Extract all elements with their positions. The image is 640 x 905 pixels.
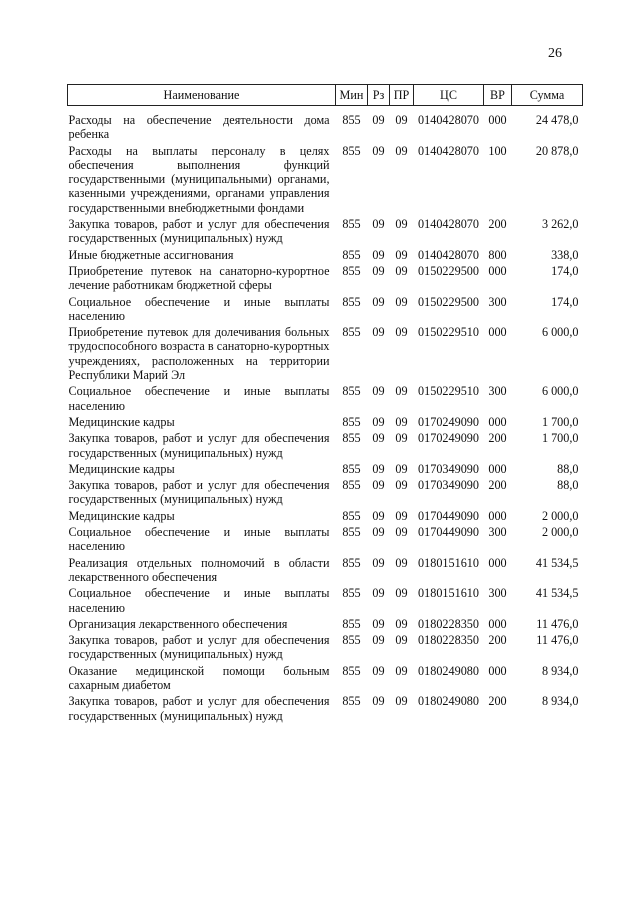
cell-cs: 0140428070 xyxy=(418,143,479,158)
cell-vr: 000 xyxy=(488,508,507,523)
cell-name: Медицинские кадры xyxy=(68,508,175,523)
table-row xyxy=(68,555,583,586)
cell-cs: 0170349090 xyxy=(418,461,479,476)
cell-vr: 300 xyxy=(488,294,507,309)
table-row xyxy=(68,263,583,294)
cell-sum: 2 000,0 xyxy=(541,525,579,540)
cell-vr: 000 xyxy=(488,461,507,476)
table-header-row xyxy=(68,85,583,106)
cell-rz: 09 xyxy=(372,461,385,476)
cell-sum: 24 478,0 xyxy=(535,113,579,127)
cell-min: 855 xyxy=(342,294,361,309)
table-row xyxy=(68,324,583,383)
cell-cs: 0180249080 xyxy=(418,663,479,678)
header-pr: ПР xyxy=(390,85,414,106)
cell-cs: 0150229510 xyxy=(418,325,479,340)
cell-name: Закупка товаров, работ и услуг для обеспечения государственных (муниципальных) нужд xyxy=(68,431,330,460)
header-min: Мин xyxy=(336,85,368,106)
cell-rz: 09 xyxy=(372,113,385,127)
cell-sum: 8 934,0 xyxy=(541,694,579,709)
cell-sum: 174,0 xyxy=(551,294,579,309)
table-row xyxy=(68,294,583,325)
cell-rz: 09 xyxy=(372,508,385,523)
cell-pr: 09 xyxy=(395,694,408,709)
cell-rz: 09 xyxy=(372,263,385,278)
cell-pr: 09 xyxy=(395,414,408,429)
cell-name: Организация лекарственного обеспечения xyxy=(68,616,288,631)
cell-rz: 09 xyxy=(372,586,385,601)
cell-rz: 09 xyxy=(372,414,385,429)
cell-rz: 09 xyxy=(372,555,385,570)
cell-sum: 11 476,0 xyxy=(536,616,579,631)
cell-name: Иные бюджетные ассигнования xyxy=(68,247,234,262)
cell-min: 855 xyxy=(342,478,361,493)
cell-vr: 000 xyxy=(488,663,507,678)
cell-min: 855 xyxy=(342,461,361,476)
cell-sum: 88,0 xyxy=(557,461,579,476)
cell-vr: 100 xyxy=(488,143,507,158)
table-row xyxy=(68,216,583,247)
cell-vr: 200 xyxy=(488,633,507,648)
header-vr: ВР xyxy=(484,85,512,106)
cell-name: Медицинские кадры xyxy=(68,461,175,476)
table-row xyxy=(68,112,583,143)
table-row xyxy=(68,477,583,508)
cell-name: Реализация отдельных полномочий в области лекарственного обеспечения xyxy=(68,555,330,584)
cell-name: Приобретение путевок для долечивания больных трудоспособного возраста в санаторно-курортных учреждениях, расположенных на территории Республики Марий Эл xyxy=(68,325,330,383)
cell-vr: 800 xyxy=(488,247,507,262)
cell-vr: 300 xyxy=(488,384,507,399)
cell-sum: 1 700,0 xyxy=(541,431,579,446)
cell-sum: 41 534,5 xyxy=(535,555,579,570)
cell-min: 855 xyxy=(342,143,361,158)
cell-pr: 09 xyxy=(395,461,408,476)
table-row xyxy=(68,508,583,524)
table-row xyxy=(68,663,583,694)
cell-sum: 174,0 xyxy=(551,263,579,278)
cell-min: 855 xyxy=(342,694,361,709)
cell-vr: 200 xyxy=(488,217,507,232)
cell-min: 855 xyxy=(342,633,361,648)
cell-sum: 1 700,0 xyxy=(541,414,579,429)
cell-sum: 6 000,0 xyxy=(541,384,579,399)
table-row xyxy=(68,247,583,263)
cell-pr: 09 xyxy=(395,633,408,648)
cell-cs: 0170449090 xyxy=(418,508,479,523)
cell-pr: 09 xyxy=(395,525,408,540)
cell-cs: 0140428070 xyxy=(418,217,479,232)
cell-min: 855 xyxy=(342,384,361,399)
cell-min: 855 xyxy=(342,616,361,631)
cell-pr: 09 xyxy=(395,586,408,601)
cell-sum: 41 534,5 xyxy=(535,586,579,601)
cell-vr: 000 xyxy=(488,325,507,340)
cell-pr: 09 xyxy=(395,325,408,340)
header-name: Наименование xyxy=(68,85,336,106)
cell-name: Закупка товаров, работ и услуг для обеспечения государственных (муниципальных) нужд xyxy=(68,478,330,507)
cell-cs: 0170449090 xyxy=(418,525,479,540)
cell-rz: 09 xyxy=(372,694,385,709)
cell-vr: 300 xyxy=(488,525,507,540)
cell-sum: 2 000,0 xyxy=(541,508,579,523)
header-sum: Сумма xyxy=(512,85,583,106)
cell-name: Закупка товаров, работ и услуг для обеспечения государственных (муниципальных) нужд xyxy=(68,217,330,246)
cell-vr: 200 xyxy=(488,694,507,709)
table-row xyxy=(68,143,583,216)
table-row xyxy=(68,632,583,663)
cell-rz: 09 xyxy=(372,616,385,631)
table-row xyxy=(68,414,583,430)
cell-pr: 09 xyxy=(395,431,408,446)
cell-rz: 09 xyxy=(372,633,385,648)
cell-sum: 338,0 xyxy=(551,247,579,262)
cell-min: 855 xyxy=(342,555,361,570)
cell-sum: 88,0 xyxy=(557,478,579,493)
cell-cs: 0180228350 xyxy=(418,633,479,648)
cell-min: 855 xyxy=(342,325,361,340)
cell-min: 855 xyxy=(342,525,361,540)
page-number: 26 xyxy=(548,46,562,61)
cell-vr: 000 xyxy=(488,263,507,278)
cell-cs: 0140428070 xyxy=(418,113,479,127)
cell-name: Социальное обеспечение и иные выплаты населению xyxy=(68,294,330,323)
table-body xyxy=(68,106,583,724)
cell-rz: 09 xyxy=(372,431,385,446)
cell-rz: 09 xyxy=(372,384,385,399)
cell-rz: 09 xyxy=(372,143,385,158)
table-row xyxy=(68,461,583,477)
cell-rz: 09 xyxy=(372,525,385,540)
cell-pr: 09 xyxy=(395,616,408,631)
cell-min: 855 xyxy=(342,263,361,278)
table-row xyxy=(68,616,583,632)
cell-vr: 300 xyxy=(488,586,507,601)
cell-rz: 09 xyxy=(372,294,385,309)
cell-name: Расходы на обеспечение деятельности дома ребенка xyxy=(68,113,330,142)
cell-cs: 0180228350 xyxy=(418,616,479,631)
cell-min: 855 xyxy=(342,113,361,127)
cell-rz: 09 xyxy=(372,478,385,493)
cell-cs: 0180151610 xyxy=(418,586,479,601)
cell-name: Расходы на выплаты персоналу в целях обеспечения выполнения функций государственными (муниципальными) органами, казенными учреждениями, органами управления государственными внебюджетными фондами xyxy=(68,143,330,215)
cell-name: Закупка товаров, работ и услуг для обеспечения государственных (муниципальных) нужд xyxy=(68,633,330,662)
cell-pr: 09 xyxy=(395,263,408,278)
cell-cs: 0170249090 xyxy=(418,431,479,446)
cell-name: Приобретение путевок на санаторно-курортное лечение работникам бюджетной сферы xyxy=(68,263,330,293)
cell-pr: 09 xyxy=(395,113,408,127)
cell-cs: 0180151610 xyxy=(418,555,479,570)
cell-cs: 0170249090 xyxy=(418,414,479,429)
table-row xyxy=(68,524,583,555)
cell-vr: 200 xyxy=(488,478,507,493)
cell-min: 855 xyxy=(342,414,361,429)
cell-rz: 09 xyxy=(372,663,385,678)
cell-cs: 0150229500 xyxy=(418,263,479,278)
header-cs: ЦС xyxy=(414,85,484,106)
cell-min: 855 xyxy=(342,508,361,523)
cell-sum: 3 262,0 xyxy=(541,217,579,232)
cell-rz: 09 xyxy=(372,217,385,232)
table-row xyxy=(68,693,583,724)
table-row xyxy=(68,585,583,616)
cell-sum: 8 934,0 xyxy=(541,663,579,678)
cell-pr: 09 xyxy=(395,663,408,678)
header-rz: Рз xyxy=(368,85,390,106)
cell-min: 855 xyxy=(342,586,361,601)
cell-cs: 0180249080 xyxy=(418,694,479,709)
cell-pr: 09 xyxy=(395,508,408,523)
cell-sum: 11 476,0 xyxy=(536,633,579,648)
cell-cs: 0170349090 xyxy=(418,478,479,493)
table-row xyxy=(68,430,583,461)
cell-vr: 000 xyxy=(488,113,507,127)
cell-vr: 000 xyxy=(488,555,507,570)
cell-pr: 09 xyxy=(395,217,408,232)
budget-table xyxy=(67,84,583,724)
cell-pr: 09 xyxy=(395,143,408,158)
cell-sum: 20 878,0 xyxy=(535,143,579,158)
cell-vr: 200 xyxy=(488,431,507,446)
cell-cs: 0140428070 xyxy=(418,247,479,262)
cell-pr: 09 xyxy=(395,384,408,399)
cell-name: Социальное обеспечение и иные выплаты населению xyxy=(68,586,330,615)
cell-min: 855 xyxy=(342,247,361,262)
cell-vr: 000 xyxy=(488,414,507,429)
cell-rz: 09 xyxy=(372,325,385,340)
cell-pr: 09 xyxy=(395,294,408,309)
cell-rz: 09 xyxy=(372,247,385,262)
cell-min: 855 xyxy=(342,431,361,446)
cell-vr: 000 xyxy=(488,616,507,631)
cell-cs: 0150229500 xyxy=(418,294,479,309)
cell-min: 855 xyxy=(342,663,361,678)
cell-pr: 09 xyxy=(395,247,408,262)
cell-name: Социальное обеспечение и иные выплаты населению xyxy=(68,525,330,554)
cell-name: Медицинские кадры xyxy=(68,414,175,429)
cell-name: Закупка товаров, работ и услуг для обеспечения государственных (муниципальных) нужд xyxy=(68,694,330,723)
cell-cs: 0150229510 xyxy=(418,384,479,399)
table-row xyxy=(68,383,583,414)
cell-pr: 09 xyxy=(395,555,408,570)
cell-pr: 09 xyxy=(395,478,408,493)
cell-name: Социальное обеспечение и иные выплаты населению xyxy=(68,384,330,413)
cell-sum: 6 000,0 xyxy=(541,325,579,340)
cell-min: 855 xyxy=(342,217,361,232)
cell-name: Оказание медицинской помощи больным сахарным диабетом xyxy=(68,663,330,692)
